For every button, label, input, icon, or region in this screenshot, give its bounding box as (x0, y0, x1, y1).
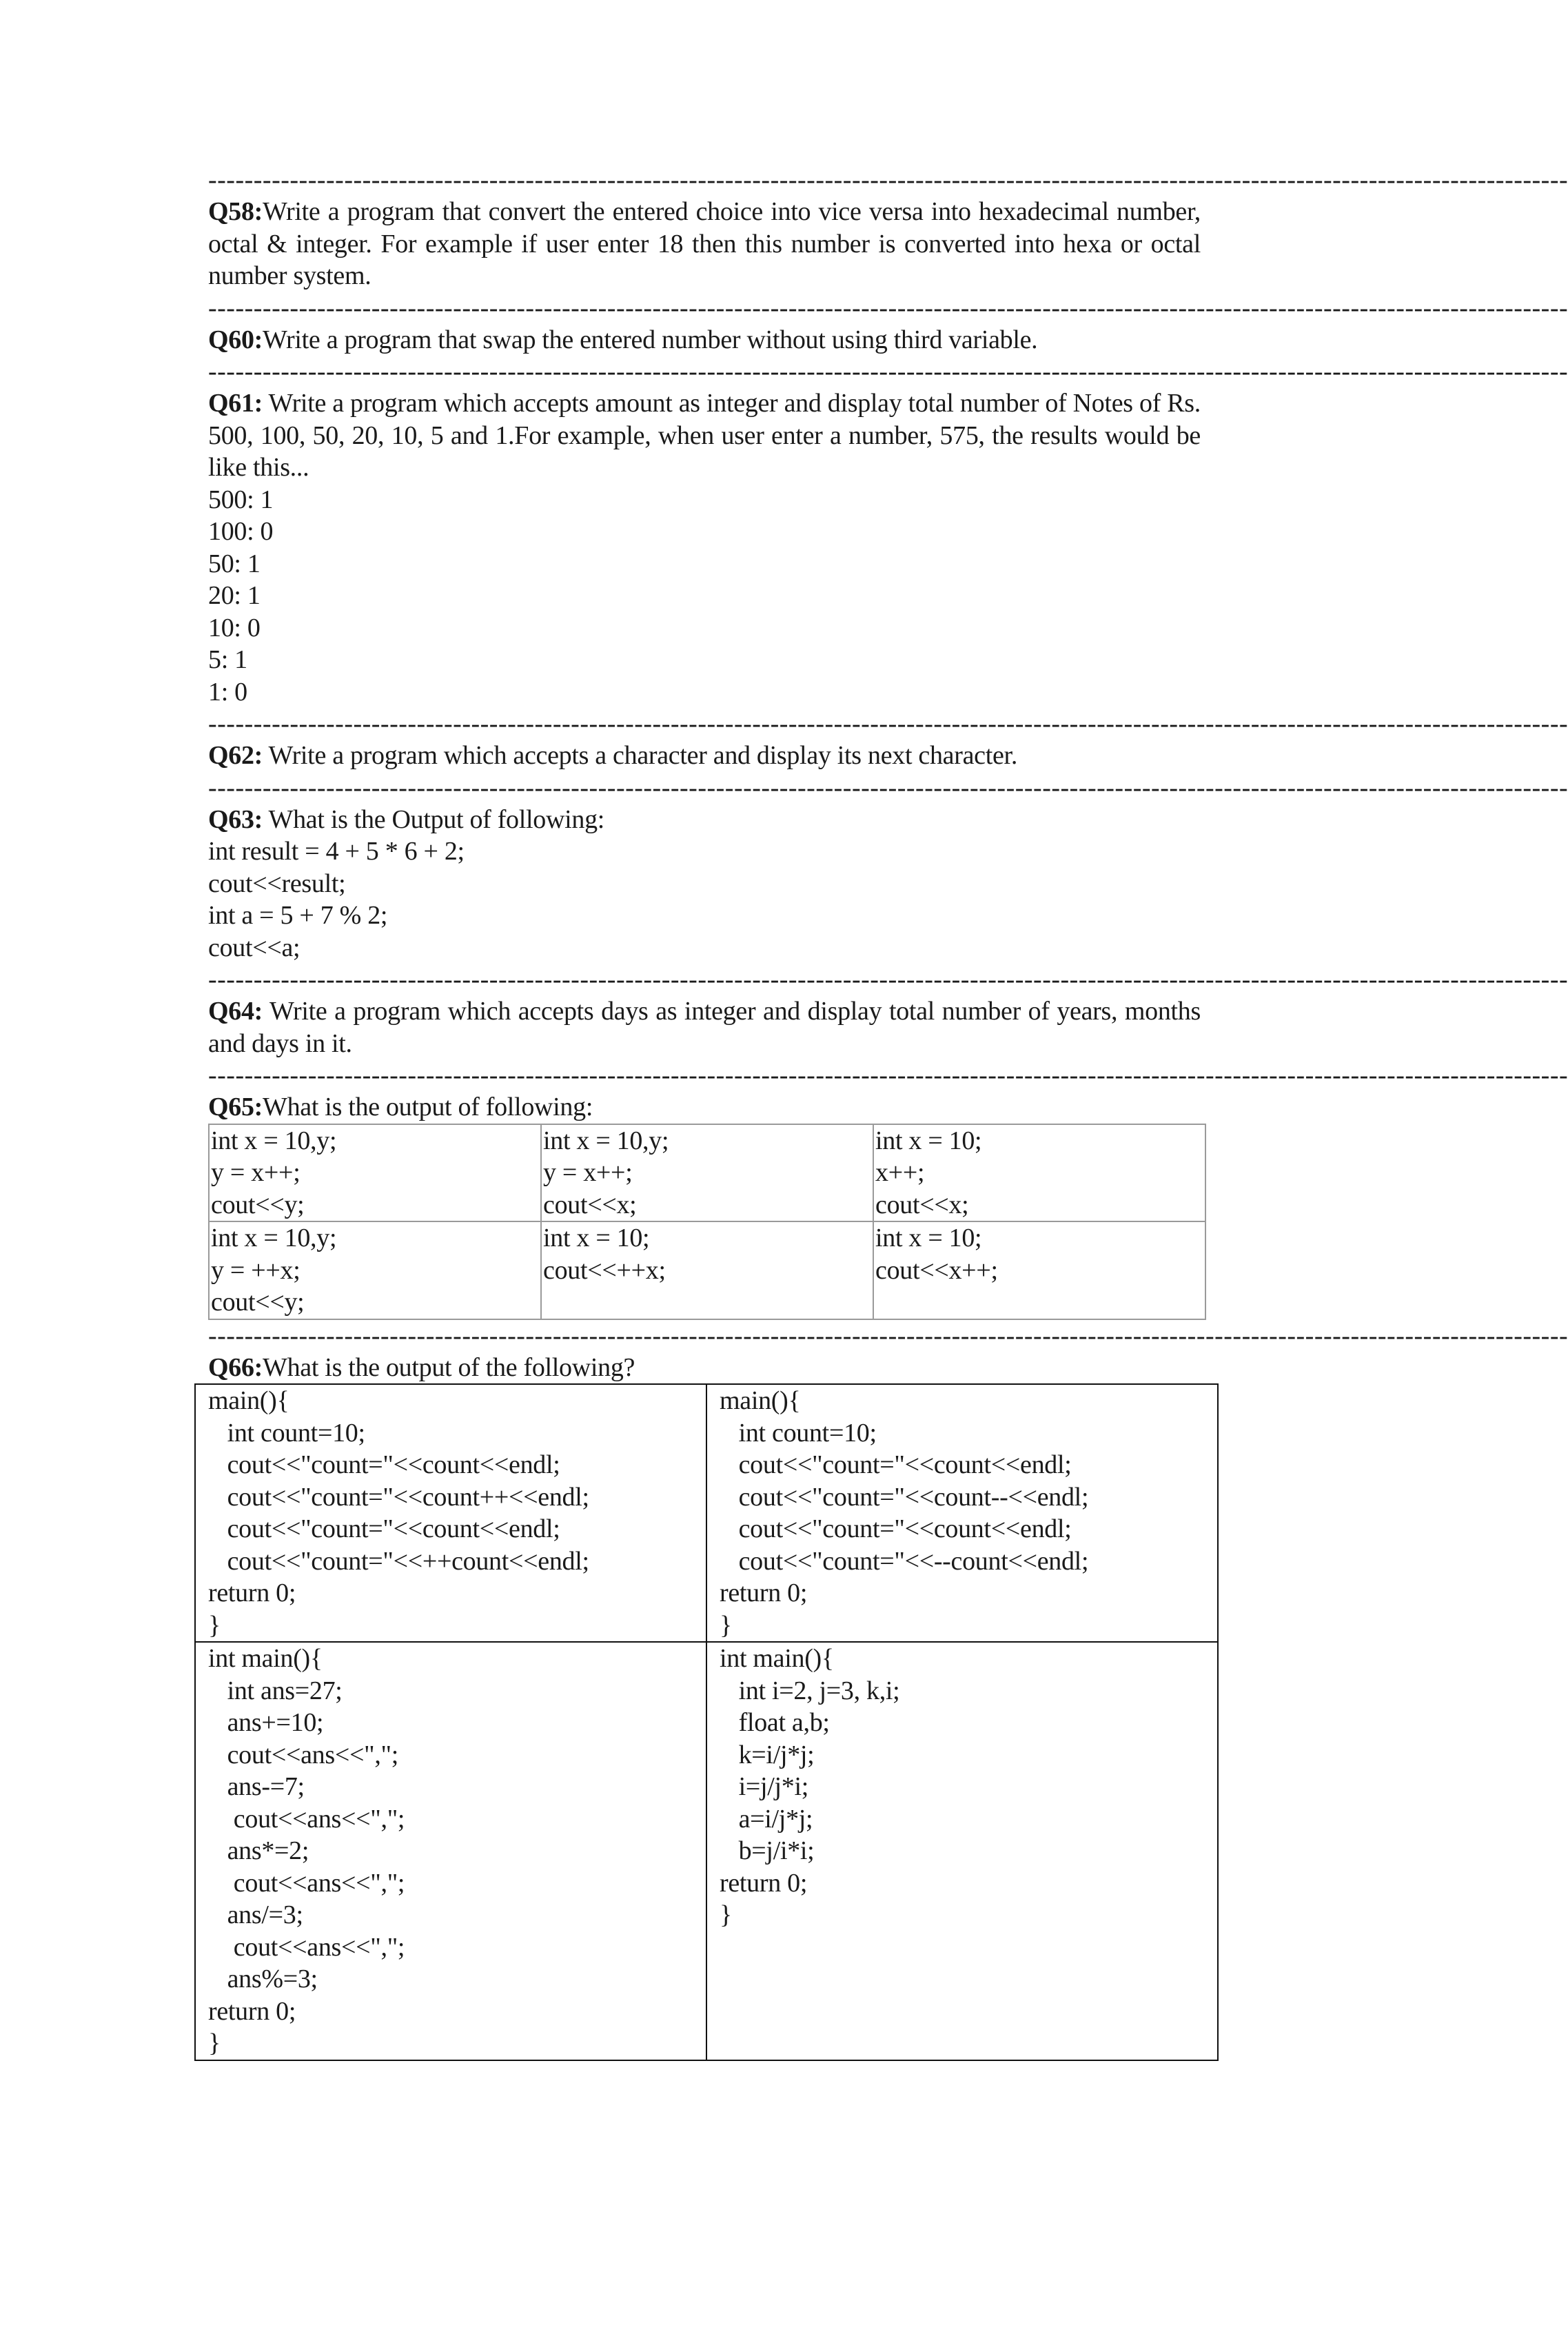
output-line: 100: 0 (208, 517, 274, 546)
separator-line: ------------------------------------------------------------------------------------------------------------------------------------------------------ (208, 357, 1568, 386)
code-table-q65 (208, 1124, 1206, 1320)
question-63 (208, 804, 1201, 836)
question-66 (208, 1352, 1201, 1384)
question-64 (208, 995, 1201, 1059)
question-text: What is the output of the following? (263, 1352, 635, 1382)
question-label: Q63: (208, 804, 263, 834)
code-cell: int x = 10; x++; cout<<x; (873, 1124, 1205, 1222)
code-cell: int x = 10; cout<<x++; (873, 1221, 1205, 1319)
code-snippet (208, 835, 1201, 964)
code-line: cout<<result; (208, 869, 346, 898)
table-row (209, 1221, 1205, 1319)
question-label: Q64: (208, 997, 263, 1026)
output-line: 20: 1 (208, 581, 261, 610)
table-row (195, 1384, 1218, 1642)
output-line: 500: 1 (208, 485, 274, 514)
question-text: Write a program which accepts days as integer and display total number of years, months and days in it. (208, 997, 1201, 1058)
separator-line: ------------------------------------------------------------------------------------------------------------------------------------------------------ (208, 1321, 1568, 1350)
question-label: Q62: (208, 741, 263, 770)
code-table-q66 (194, 1383, 1219, 2061)
question-65 (208, 1091, 1201, 1124)
code-line: cout<<a; (208, 933, 301, 962)
question-text: Write a program which accepts amount as integer and display total number of Notes of Rs. 500, 100, 50, 20, 10, 5 and 1.For example, when user enter a number, 575, the results would be like this... (208, 389, 1201, 482)
code-cell: int main(){ int i=2, j=3, k,i; float a,b; k=i/j*j; i=j/j*i; a=i/j*j; b=j/i*i; return 0; } (706, 1642, 1218, 2060)
separator-line: ------------------------------------------------------------------------------------------------------------------------------------------------------ (208, 293, 1568, 323)
question-label: Q58: (208, 197, 263, 226)
separator-line: ------------------------------------------------------------------------------------------------------------------------------------------------------ (208, 773, 1568, 802)
sample-output (208, 484, 1201, 709)
code-cell: int x = 10; cout<<++x; (541, 1221, 873, 1319)
code-cell: int x = 10,y; y = x++; cout<<x; (541, 1124, 873, 1222)
question-label: Q65: (208, 1093, 263, 1121)
question-text: Write a program that swap the entered number without using third variable. (263, 325, 1038, 354)
output-line: 5: 1 (208, 645, 247, 674)
question-label: Q61: (208, 389, 263, 418)
output-line: 1: 0 (208, 677, 247, 707)
code-line: int result = 4 + 5 * 6 + 2; (208, 837, 465, 866)
question-60 (208, 324, 1201, 356)
question-label: Q60: (208, 325, 263, 354)
table-row (195, 1642, 1218, 2060)
code-cell: main(){ int count=10; cout<<"count="<<count<<endl; cout<<"count="<<count++<<endl; cout<<"count="<<count<<endl; cout<<"count="<<++count<<endl; return 0; } (195, 1384, 706, 1642)
question-61 (208, 387, 1201, 484)
question-text: What is the Output of following: (263, 804, 605, 834)
question-text: Write a program which accepts a character and display its next character. (263, 741, 1018, 770)
code-cell: int x = 10,y; y = x++; cout<<y; (209, 1124, 541, 1222)
separator-line: ------------------------------------------------------------------------------------------------------------------------------------------------------ (208, 1061, 1568, 1090)
separator-line: ------------------------------------------------------------------------------------------------------------------------------------------------------ (208, 965, 1568, 994)
code-cell: int main(){ int ans=27; ans+=10; cout<<ans<<","; ans-=7; cout<<ans<<","; ans*=2; cout<<ans<<","; ans/=3; cout<<ans<<","; ans%=3; return 0; } (195, 1642, 706, 2060)
question-text: Write a program that convert the entered choice into vice versa into hexadecimal number, octal & integer. For example if user enter 18 then this number is converted into hexa or octal number system. (208, 197, 1201, 290)
table-row (209, 1124, 1205, 1222)
question-58 (208, 196, 1201, 292)
separator-line: ------------------------------------------------------------------------------------------------------------------------------------------------------ (208, 165, 1568, 194)
code-cell: main(){ int count=10; cout<<"count="<<count<<endl; cout<<"count="<<count--<<endl; cout<<"count="<<count<<endl; cout<<"count="<<--count<<endl; return 0; } (706, 1384, 1218, 1642)
question-list (208, 164, 1568, 2061)
separator-line: ------------------------------------------------------------------------------------------------------------------------------------------------------ (208, 709, 1568, 738)
question-62 (208, 740, 1201, 772)
question-label: Q66: (208, 1352, 263, 1382)
code-line: int a = 5 + 7 % 2; (208, 901, 388, 930)
output-line: 50: 1 (208, 549, 261, 578)
question-text: What is the output of following: (263, 1093, 593, 1121)
code-cell: int x = 10,y; y = ++x; cout<<y; (209, 1221, 541, 1319)
output-line: 10: 0 (208, 613, 261, 642)
